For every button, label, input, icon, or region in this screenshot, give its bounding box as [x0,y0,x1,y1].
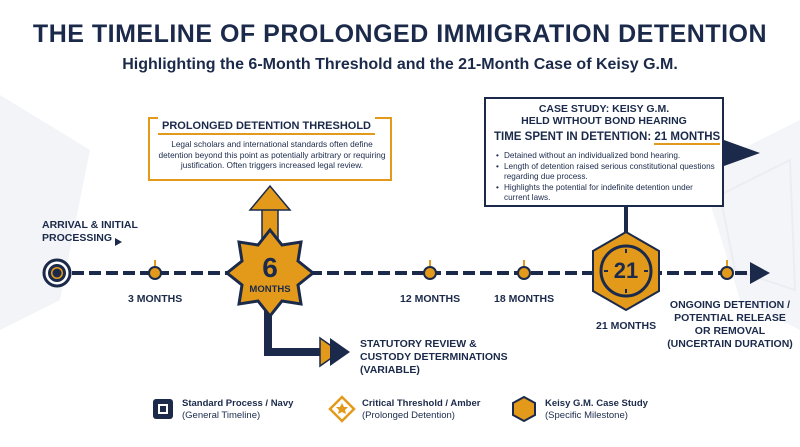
list-item: • Detained without an individualized bond hearing. [496,151,718,161]
legend-amber-title: Critical Threshold / Amber [362,398,481,409]
label-18-months: 18 MONTHS [494,293,555,305]
legend-navy-title: Standard Process / Navy [182,398,294,409]
statutory-label [360,338,508,377]
legend-case-sub: (Specific Milestone) [545,410,628,421]
case-heading [486,103,722,127]
case-study-box [484,97,724,207]
legend-item-case [545,398,648,422]
case-time-label: TIME SPENT IN DETENTION: [494,131,655,143]
case-bullets [496,151,718,204]
twenty-one-number: 21 [613,258,639,283]
ongoing-line1: ONGOING DETENTION / [669,299,791,311]
marker-ongoing [721,260,733,279]
legend-hexagon-icon [513,397,535,421]
statutory-line2: CUSTODY DETERMINATIONS [360,351,508,363]
case-heading-line2: HELD WITHOUT BOND HEARING [521,115,687,127]
marker-3-months [149,260,161,279]
legend-amber-sub: (Prolonged Detention) [362,410,455,421]
timeline-arrowhead [750,262,770,284]
legend-navy-sub: (General Timeline) [182,410,261,421]
arrival-label-line2: PROCESSING [42,232,113,244]
page-title: THE TIMELINE OF PROLONGED IMMIGRATION DETENTION [32,20,768,48]
legend-item-navy [182,398,293,422]
label-3-months: 3 MONTHS [128,293,183,305]
legend-navy-icon [153,399,173,419]
legend-amber-icon [330,397,354,421]
list-item: • Highlights the potential for indefinite detention under current laws. [496,183,718,203]
legend-case-title: Keisy G.M. Case Study [545,398,648,409]
ongoing-label [660,299,800,351]
ongoing-line2: POTENTIAL RELEASE [674,312,786,324]
six-month-number: 6 [262,252,278,283]
list-item: • Length of detention raised serious constitutional questions regarding due process. [496,162,718,182]
arrival-label [42,219,138,245]
legend-item-amber [362,398,480,422]
page-subtitle: Highlighting the 6-Month Threshold and the 21-Month Case of Keisy G.M. [122,56,678,73]
threshold-text: Legal scholars and international standards often define detention beyond this point as potentially arbitrary or requiring justification. Often triggers increased legal review. [158,139,386,170]
threshold-heading: PROLONGED DETENTION THRESHOLD [158,117,375,135]
case-time [494,131,720,143]
case-heading-line1: CASE STUDY: KEISY G.M. [538,103,670,115]
statutory-line3: (VARIABLE) [360,364,420,376]
label-21-months: 21 MONTHS [596,320,657,332]
six-month-label: MONTHS [249,284,291,295]
ongoing-line3: OR REMOVAL [694,325,766,337]
marker-12-months [424,260,436,279]
label-12-months: 12 MONTHS [400,293,461,305]
case-time-value: 21 MONTHS [654,131,721,143]
marker-18-months [518,260,530,279]
arrival-label-line1: ARRIVAL & INITIAL [42,219,138,231]
ongoing-line4: (UNCERTAIN DURATION) [667,338,793,350]
threshold-box [148,117,392,181]
statutory-line1: STATUTORY REVIEW & [360,338,477,350]
statutory-arrow [268,300,350,366]
